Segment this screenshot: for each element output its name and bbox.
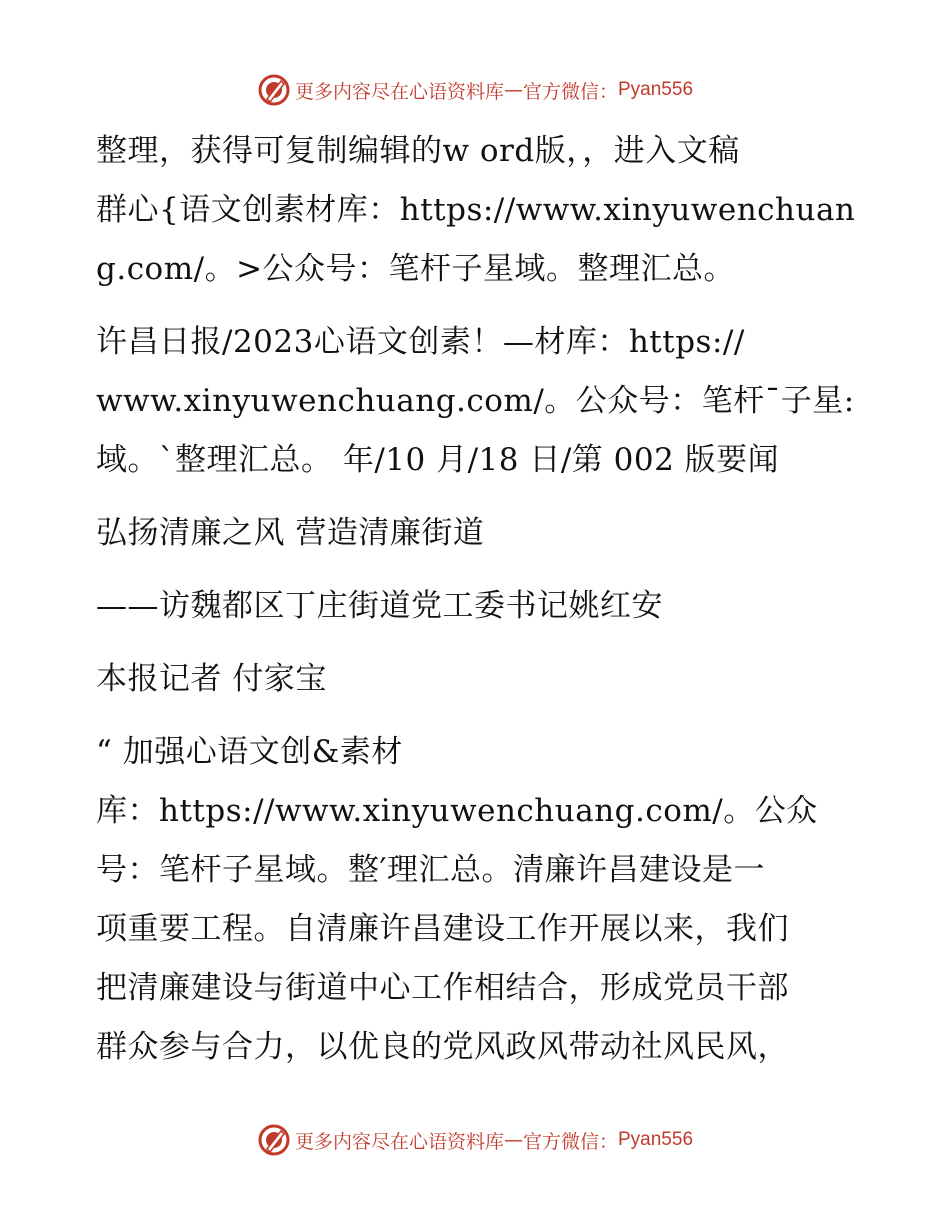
pen-logo-icon [257,73,291,107]
article-title: 弘扬清廉之风 营造清廉街道 [96,515,485,551]
watermark-separator: — [503,79,523,101]
body-line: 项重要工程。自清廉许昌建设工作开展以来，我们 [96,911,789,947]
body-line: www.xinyuwenchuang.com/。公众号：笔杆¯子星: [96,383,855,419]
body-line: “ 加强心语文创&素材 [96,734,403,770]
body-line: 许昌日报/2023心语文创素！—材库：https:// [96,324,745,360]
document-body [96,122,856,1077]
watermark-banner-top [0,70,950,110]
body-line: 号：笔杆子星域。整′理汇总。清廉许昌建设是一 [96,852,766,888]
body-line: 群心{语文创素材库：https://www.xinyuwenchuan [96,192,856,228]
body-line: 群众参与合力，以优良的党风政风带动社风民风， [96,1029,789,1065]
article-subtitle: ——访魏都区丁庄街道党工委书记姚红安 [96,588,663,624]
watermark-text: 更多内容尽在心语资料库 [294,80,504,103]
pen-logo-icon [257,1123,291,1157]
body-line: 域。`整理汇总。 年/10 月/18 日/第 002 版要闻 [96,442,780,478]
watermark-contact: 官方微信： [522,80,618,103]
watermark-id: Pyan556 [618,1129,694,1150]
body-line: 把清廉建设与街道中心工作相结合，形成党员干部 [96,970,789,1006]
body-line: g.com/。>公众号：笔杆子星域。整理汇总。 [96,251,736,287]
body-line: 整理，获得可复制编辑的w ord版，，进入文稿 [96,133,740,169]
article-byline: 本报记者 付家宝 [96,661,327,697]
watermark-text: 更多内容尽在心语资料库 [294,1130,504,1153]
watermark-id: Pyan556 [618,79,694,100]
watermark-banner-bottom [0,1120,950,1160]
watermark-separator: — [503,1129,523,1151]
watermark-contact: 官方微信： [522,1130,618,1153]
body-line: 库：https://www.xinyuwenchuang.com/。公众 [96,793,818,829]
